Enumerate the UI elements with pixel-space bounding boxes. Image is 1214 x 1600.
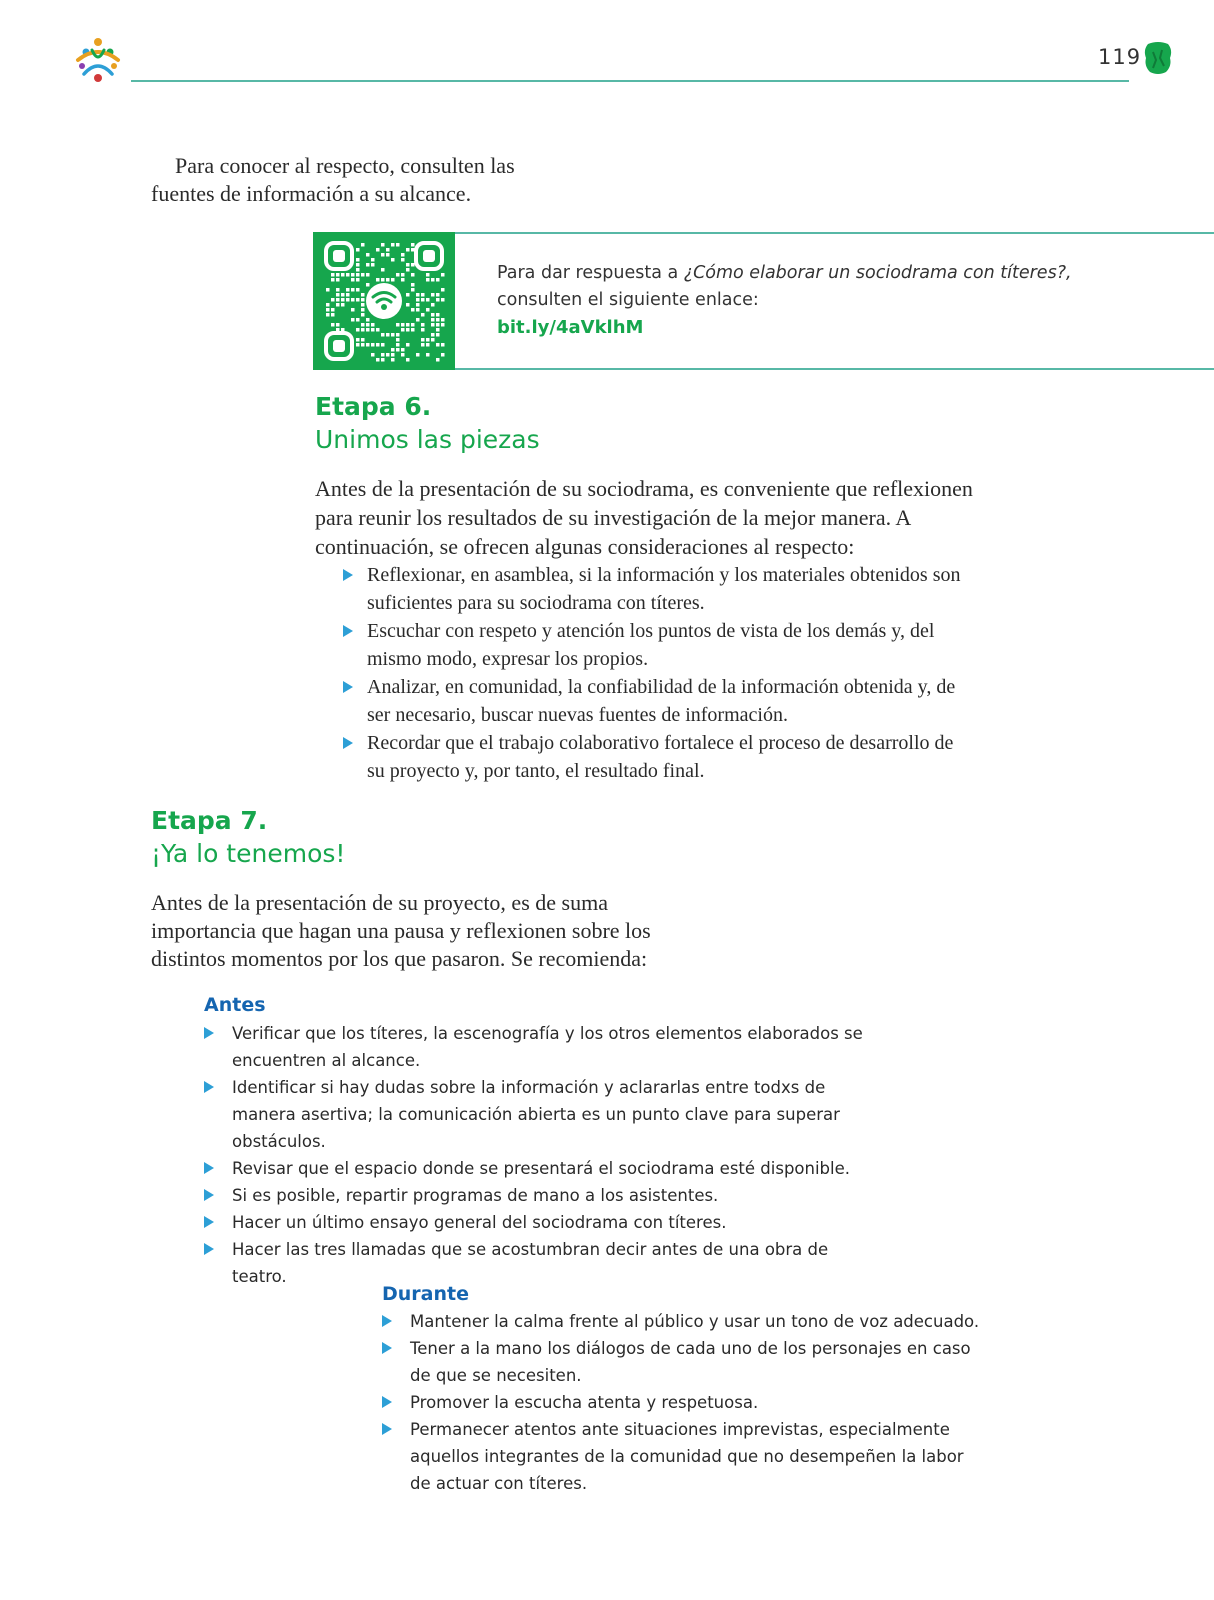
- antes-heading: Antes: [204, 994, 266, 1016]
- triangle-bullet-icon: [343, 737, 353, 749]
- list-item: [382, 1308, 982, 1335]
- list-item: [204, 1020, 864, 1074]
- list-item-text: Identificar si hay dudas sobre la información y aclararlas entre todxs de manera asertiva; la comunicación abierta es un punto clave para superar obstáculos.: [232, 1078, 840, 1151]
- list-item-text: Promover la escucha atenta y respetuosa.: [410, 1393, 759, 1412]
- etapa7-paragraph: Antes de la presentación de su proyecto, es de suma importancia que hagan una pausa y reflexionen sobre los distintos momentos por los que pasaron. Se recomienda:: [151, 890, 651, 971]
- list-item: [204, 1155, 864, 1182]
- etapa6-title: Unimos las piezas: [315, 425, 540, 454]
- qr-panel: [313, 232, 455, 370]
- triangle-bullet-icon: [204, 1216, 214, 1228]
- list-item-text: Revisar que el espacio donde se presentará el sociodrama esté disponible.: [232, 1159, 851, 1178]
- list-item-text: Reflexionar, en asamblea, si la información y los materiales obtenidos son suficientes para su sociodrama con títeres.: [367, 564, 961, 614]
- list-item: [204, 1074, 864, 1155]
- triangle-bullet-icon: [382, 1342, 392, 1354]
- list-item-text: Tener a la mano los diálogos de cada uno de los personajes en caso de que se necesiten.: [410, 1339, 971, 1385]
- triangle-bullet-icon: [343, 625, 353, 637]
- list-item-text: Permanecer atentos ante situaciones imprevistas, especialmente aquellos integrantes de la comunidad que no desempeñen la labor de actuar con títeres.: [410, 1420, 964, 1493]
- qr-instructions: [497, 260, 1197, 342]
- list-item-text: Hacer las tres llamadas que se acostumbran decir antes de una obra de teatro.: [232, 1240, 829, 1286]
- triangle-bullet-icon: [204, 1027, 214, 1039]
- section-emblem-icon: [1142, 40, 1174, 76]
- list-item-text: Hacer un último ensayo general del sociodrama con títeres.: [232, 1213, 727, 1232]
- page-number: 119: [1098, 45, 1142, 69]
- etapa7-number: Etapa 7.: [151, 806, 268, 835]
- list-item-text: Analizar, en comunidad, la confiabilidad de la información obtenida y, de ser necesario, buscar nuevas fuentes de información.: [367, 676, 956, 726]
- header-rule: [131, 80, 1129, 82]
- qr-text-after: consulten el siguiente enlace:: [497, 290, 759, 310]
- list-item: [204, 1209, 864, 1236]
- qr-text-before: Para dar respuesta a: [497, 263, 684, 283]
- list-item-text: Escuchar con respeto y atención los puntos de vista de los demás y, del mismo modo, expresar los propios.: [367, 620, 935, 670]
- triangle-bullet-icon: [382, 1423, 392, 1435]
- qr-link-box: [313, 232, 1214, 370]
- list-item: [315, 729, 975, 785]
- list-item: [382, 1416, 982, 1497]
- list-item: [204, 1182, 864, 1209]
- qr-text-question: ¿Cómo elaborar un sociodrama con títeres?,: [683, 263, 1072, 283]
- etapa6-number: Etapa 6.: [315, 392, 432, 421]
- triangle-bullet-icon: [204, 1081, 214, 1093]
- triangle-bullet-icon: [382, 1396, 392, 1408]
- triangle-bullet-icon: [343, 569, 353, 581]
- triangle-bullet-icon: [204, 1162, 214, 1174]
- antes-list: [204, 1020, 864, 1290]
- list-item: [382, 1389, 982, 1416]
- list-item: [315, 673, 975, 729]
- list-item: [382, 1335, 982, 1389]
- list-item-text: Si es posible, repartir programas de mano a los asistentes.: [232, 1186, 719, 1205]
- qr-code-icon[interactable]: [322, 239, 446, 363]
- triangle-bullet-icon: [204, 1189, 214, 1201]
- durante-heading: Durante: [382, 1283, 469, 1305]
- list-item: [315, 617, 975, 673]
- list-item-text: Verificar que los títeres, la escenografía y los otros elementos elaborados se encuentren al alcance.: [232, 1024, 863, 1070]
- triangle-bullet-icon: [343, 681, 353, 693]
- qr-link[interactable]: bit.ly/4aVklhM: [497, 317, 644, 338]
- triangle-bullet-icon: [382, 1315, 392, 1327]
- list-item-text: Mantener la calma frente al público y usar un tono de voz adecuado.: [410, 1312, 980, 1331]
- etapa6-paragraph: Antes de la presentación de su sociodrama, es conveniente que reflexionen para reunir los resultados de su investigación de la mejor manera. A continuación, se ofrecen algunas consideraciones al respecto:: [315, 476, 973, 559]
- durante-list: [382, 1308, 982, 1497]
- intro-paragraph: Para conocer al respecto, consulten las fuentes de información a su alcance.: [151, 153, 515, 206]
- etapa7-title: ¡Ya lo tenemos!: [151, 839, 346, 868]
- list-item: [204, 1236, 864, 1290]
- project-logo-icon: [72, 34, 124, 86]
- triangle-bullet-icon: [204, 1243, 214, 1255]
- list-item-text: Recordar que el trabajo colaborativo fortalece el proceso de desarrollo de su proyecto y, por tanto, el resultado final.: [367, 732, 954, 782]
- list-item: [315, 561, 975, 617]
- etapa6-list: [315, 561, 975, 785]
